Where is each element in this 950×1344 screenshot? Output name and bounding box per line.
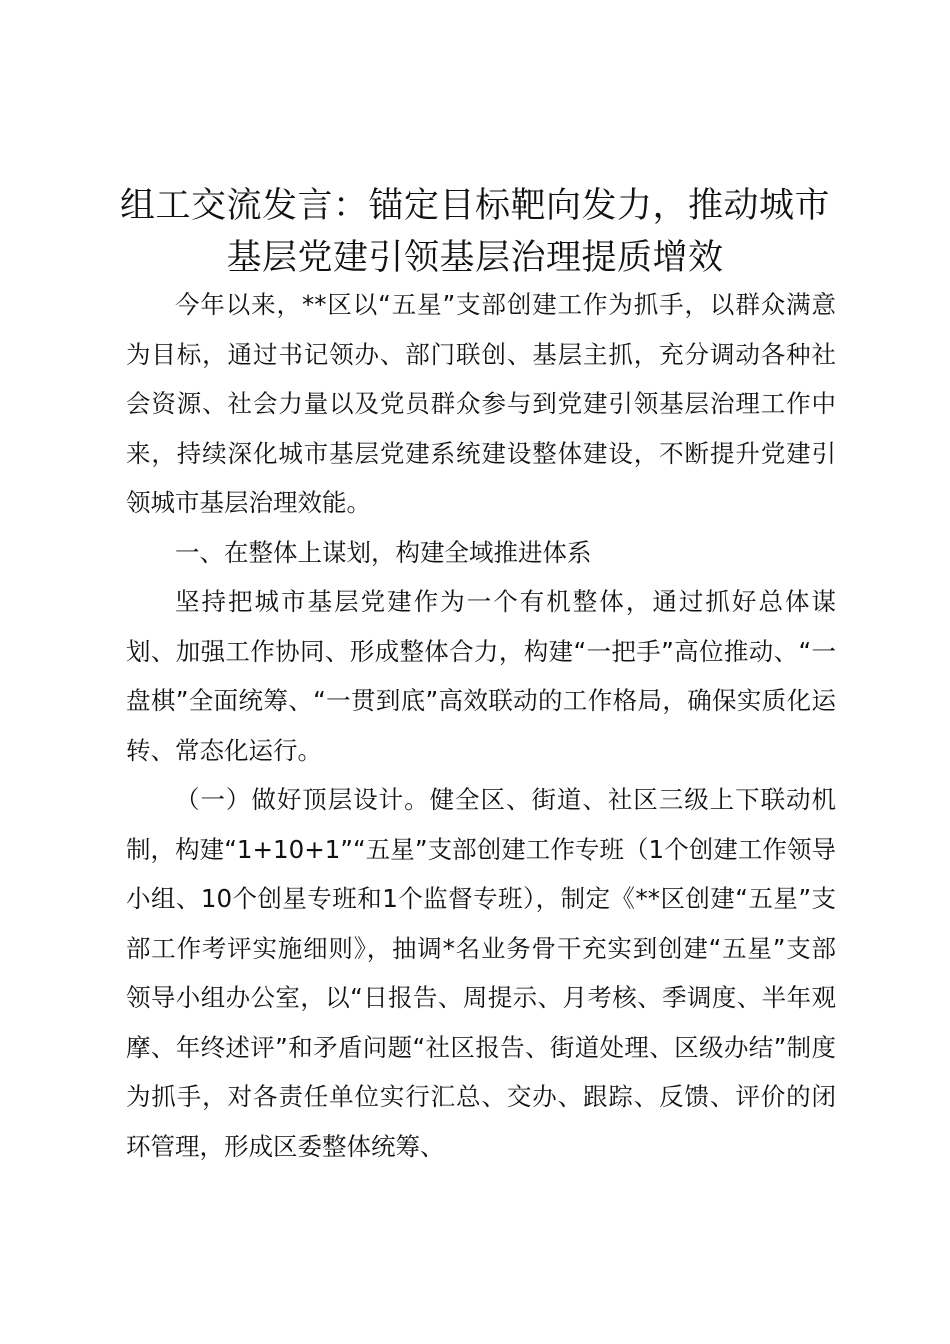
document-body <box>126 280 836 1171</box>
paragraph-section-1: 坚持把城市基层党建作为一个有机整体，通过抓好总体谋划、加强工作协同、形成整体合力，构建“一把手”高位推动、“一盘棋”全面统筹、“一贯到底”高效联动的工作格局，确保实质化运转、常态化运行。 <box>126 587 836 765</box>
section-heading-1: 一、在整体上谋划，构建全域推进体系 <box>175 537 592 567</box>
document-title-line-1: 组工交流发言：锚定目标靶向发力，推动城市 <box>119 186 830 226</box>
document-title-line-2: 基层党建引领基层治理提质增效 <box>226 238 724 278</box>
paragraph-intro: 今年以来，**区以“五星”支部创建工作为抓手，以群众满意为目标，通过书记领办、部门联创、基层主抓，充分调动各种社会资源、社会力量以及党员群众参与到党建引领基层治理工作中来，持续深化城市基层党建系统建设整体建设，不断提升党建引领城市基层治理效能。 <box>126 290 836 517</box>
paragraph-subsection-1: （一）做好顶层设计。健全区、街道、社区三级上下联动机制，构建“1+10+1”“五星”支部创建工作专班（1个创建工作领导小组、10个创星专班和1个监督专班），制定《**区创建“五星”支部工作考评实施细则》，抽调*名业务骨干充实到创建“五星”支部领导小组办公室，以“日报告、周提示、月考核、季调度、半年观摩、年终述评”和矛盾问题“社区报告、街道处理、区级办结”制度为抓手，对各责任单位实行汇总、交办、跟踪、反馈、评价的闭环管理，形成区委整体统筹、 <box>126 785 836 1161</box>
